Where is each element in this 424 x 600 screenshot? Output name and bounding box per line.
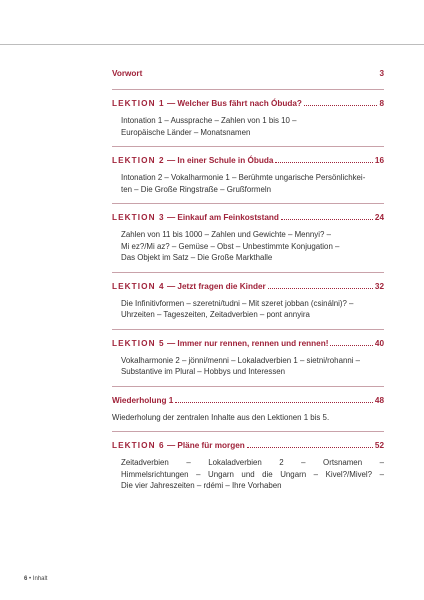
toc-heading[interactable] (112, 68, 384, 79)
toc-heading[interactable] (112, 155, 384, 166)
toc-page-number: 16 (374, 156, 384, 165)
toc-page-number: 52 (374, 441, 384, 450)
toc-heading[interactable] (112, 395, 384, 406)
toc-page-number: 8 (379, 99, 384, 108)
toc-heading[interactable] (112, 338, 384, 349)
toc-heading[interactable] (112, 440, 384, 451)
toc-leader (330, 345, 372, 346)
lesson-title: Jetzt fragen die Kinder (177, 281, 266, 291)
toc-leader (275, 162, 372, 163)
description-line: Mi ez?/Mi az? – Gemüse – Obst – Unbestimmte Konjugation – (121, 241, 340, 251)
footer-page-number: 6 (24, 576, 28, 582)
toc-title (112, 281, 266, 292)
lesson-label: LEKTION 2 (112, 156, 165, 165)
description-line: Das Objekt im Satz – Die Große Markthalle (121, 253, 273, 262)
toc-divider (112, 272, 384, 273)
lesson-title: Welcher Bus fährt nach Óbuda? (177, 99, 302, 108)
toc-title (112, 440, 245, 451)
toc-page-number: 48 (374, 395, 384, 405)
lesson-label: LEKTION 6 (112, 441, 165, 450)
lesson-label: LEKTION 1 (112, 99, 165, 108)
footer-separator: • (27, 576, 33, 582)
toc-leader (175, 402, 373, 403)
title-separator: — (164, 156, 178, 165)
toc-title: Vorwort (112, 69, 143, 78)
description-line: Vokalharmonie 2 – jönni/menni – Lokaladverbien 1 – sietni/rohanni – (121, 355, 361, 365)
toc-leader (247, 447, 373, 448)
table-of-contents (112, 68, 384, 500)
lesson-label: LEKTION 4 (112, 281, 165, 291)
title-separator: — (164, 281, 178, 291)
title-separator: — (164, 213, 178, 222)
toc-entry-lektion-1[interactable] (112, 98, 384, 147)
title-separator: — (164, 99, 178, 108)
toc-entry-lektion-3[interactable] (112, 212, 384, 273)
toc-description (112, 298, 384, 321)
description-line: Uhrzeiten – Tageszeiten, Zeitadverbien – pont annyira (121, 310, 310, 319)
description-line: Wiederholung der zentralen Inhalte aus den Lektionen 1 bis 5. (112, 412, 330, 422)
toc-entry-wiederholung-1[interactable] (112, 395, 384, 433)
description-line: ten – Die Große Ringstraße – Grußformeln (121, 184, 271, 194)
toc-description (112, 229, 384, 264)
toc-title (112, 98, 302, 109)
lesson-title: Pläne für morgen (177, 441, 245, 450)
page-footer (24, 576, 47, 582)
toc-divider (112, 89, 384, 90)
description-line: Zeitadverbien – Lokaladverbien 2 – Ortsnamen – (121, 458, 384, 467)
toc-description (112, 457, 384, 492)
toc-page-number: 24 (374, 213, 384, 222)
toc-entry-lektion-5[interactable] (112, 338, 384, 387)
toc-title (112, 155, 273, 166)
description-line: Zahlen von 11 bis 1000 – Zahlen und Gewichte – Mennyi? – (121, 230, 331, 239)
top-rule (0, 44, 424, 45)
lesson-title: In einer Schule in Óbuda (177, 156, 274, 165)
toc-description (112, 355, 384, 378)
footer-label: Inhalt (32, 576, 48, 582)
description-line: Substantive im Plural – Hobbys und Interessen (121, 367, 286, 376)
toc-divider (112, 386, 384, 387)
toc-title (112, 338, 328, 349)
toc-heading[interactable] (112, 98, 384, 109)
description-line: Europäische Länder – Monatsnamen (121, 127, 251, 137)
toc-divider (112, 431, 384, 432)
lesson-label: LEKTION 5 (112, 338, 165, 348)
toc-divider (112, 329, 384, 330)
title-separator: — (164, 441, 178, 450)
lesson-title: Immer nur rennen, rennen und rennen! (177, 338, 329, 348)
toc-leader (281, 219, 373, 220)
lesson-label: LEKTION 3 (112, 213, 165, 222)
toc-entry-lektion-4[interactable] (112, 281, 384, 330)
toc-leader (268, 288, 373, 289)
description-line: Die Infinitivformen – szeretni/tudni – Mit szeret jobban (csinálni)? – (121, 298, 354, 308)
toc-entry-lektion-6[interactable] (112, 440, 384, 492)
toc-heading[interactable] (112, 212, 384, 223)
toc-page-number: 3 (379, 69, 384, 78)
lesson-title: Einkauf am Feinkoststand (177, 213, 279, 222)
toc-entry-vorwort[interactable] (112, 68, 384, 90)
description-line: Intonation 2 – Vokalharmonie 1 – Berühmte ungarische Persönlichkei- (121, 173, 366, 182)
toc-heading[interactable] (112, 281, 384, 292)
description-line: Himmelsrichtungen – Ungarn und die Ungarn – Kivel?/Mivel? – (121, 469, 384, 479)
toc-title: Wiederholung 1 (112, 395, 174, 405)
description-line: Die vier Jahreszeiten – rdémi – Ihre Vorhaben (121, 481, 282, 490)
toc-divider (112, 146, 384, 147)
toc-description (112, 172, 384, 195)
toc-description (112, 115, 384, 138)
toc-divider (112, 203, 384, 204)
toc-page-number: 32 (374, 281, 384, 291)
description-line: Intonation 1 – Aussprache – Zahlen von 1 bis 10 – (121, 116, 297, 125)
toc-leader (304, 105, 378, 106)
toc-title (112, 212, 279, 223)
toc-page-number: 40 (374, 338, 384, 348)
toc-description (112, 412, 384, 424)
toc-entry-lektion-2[interactable] (112, 155, 384, 204)
title-separator: — (164, 338, 178, 348)
